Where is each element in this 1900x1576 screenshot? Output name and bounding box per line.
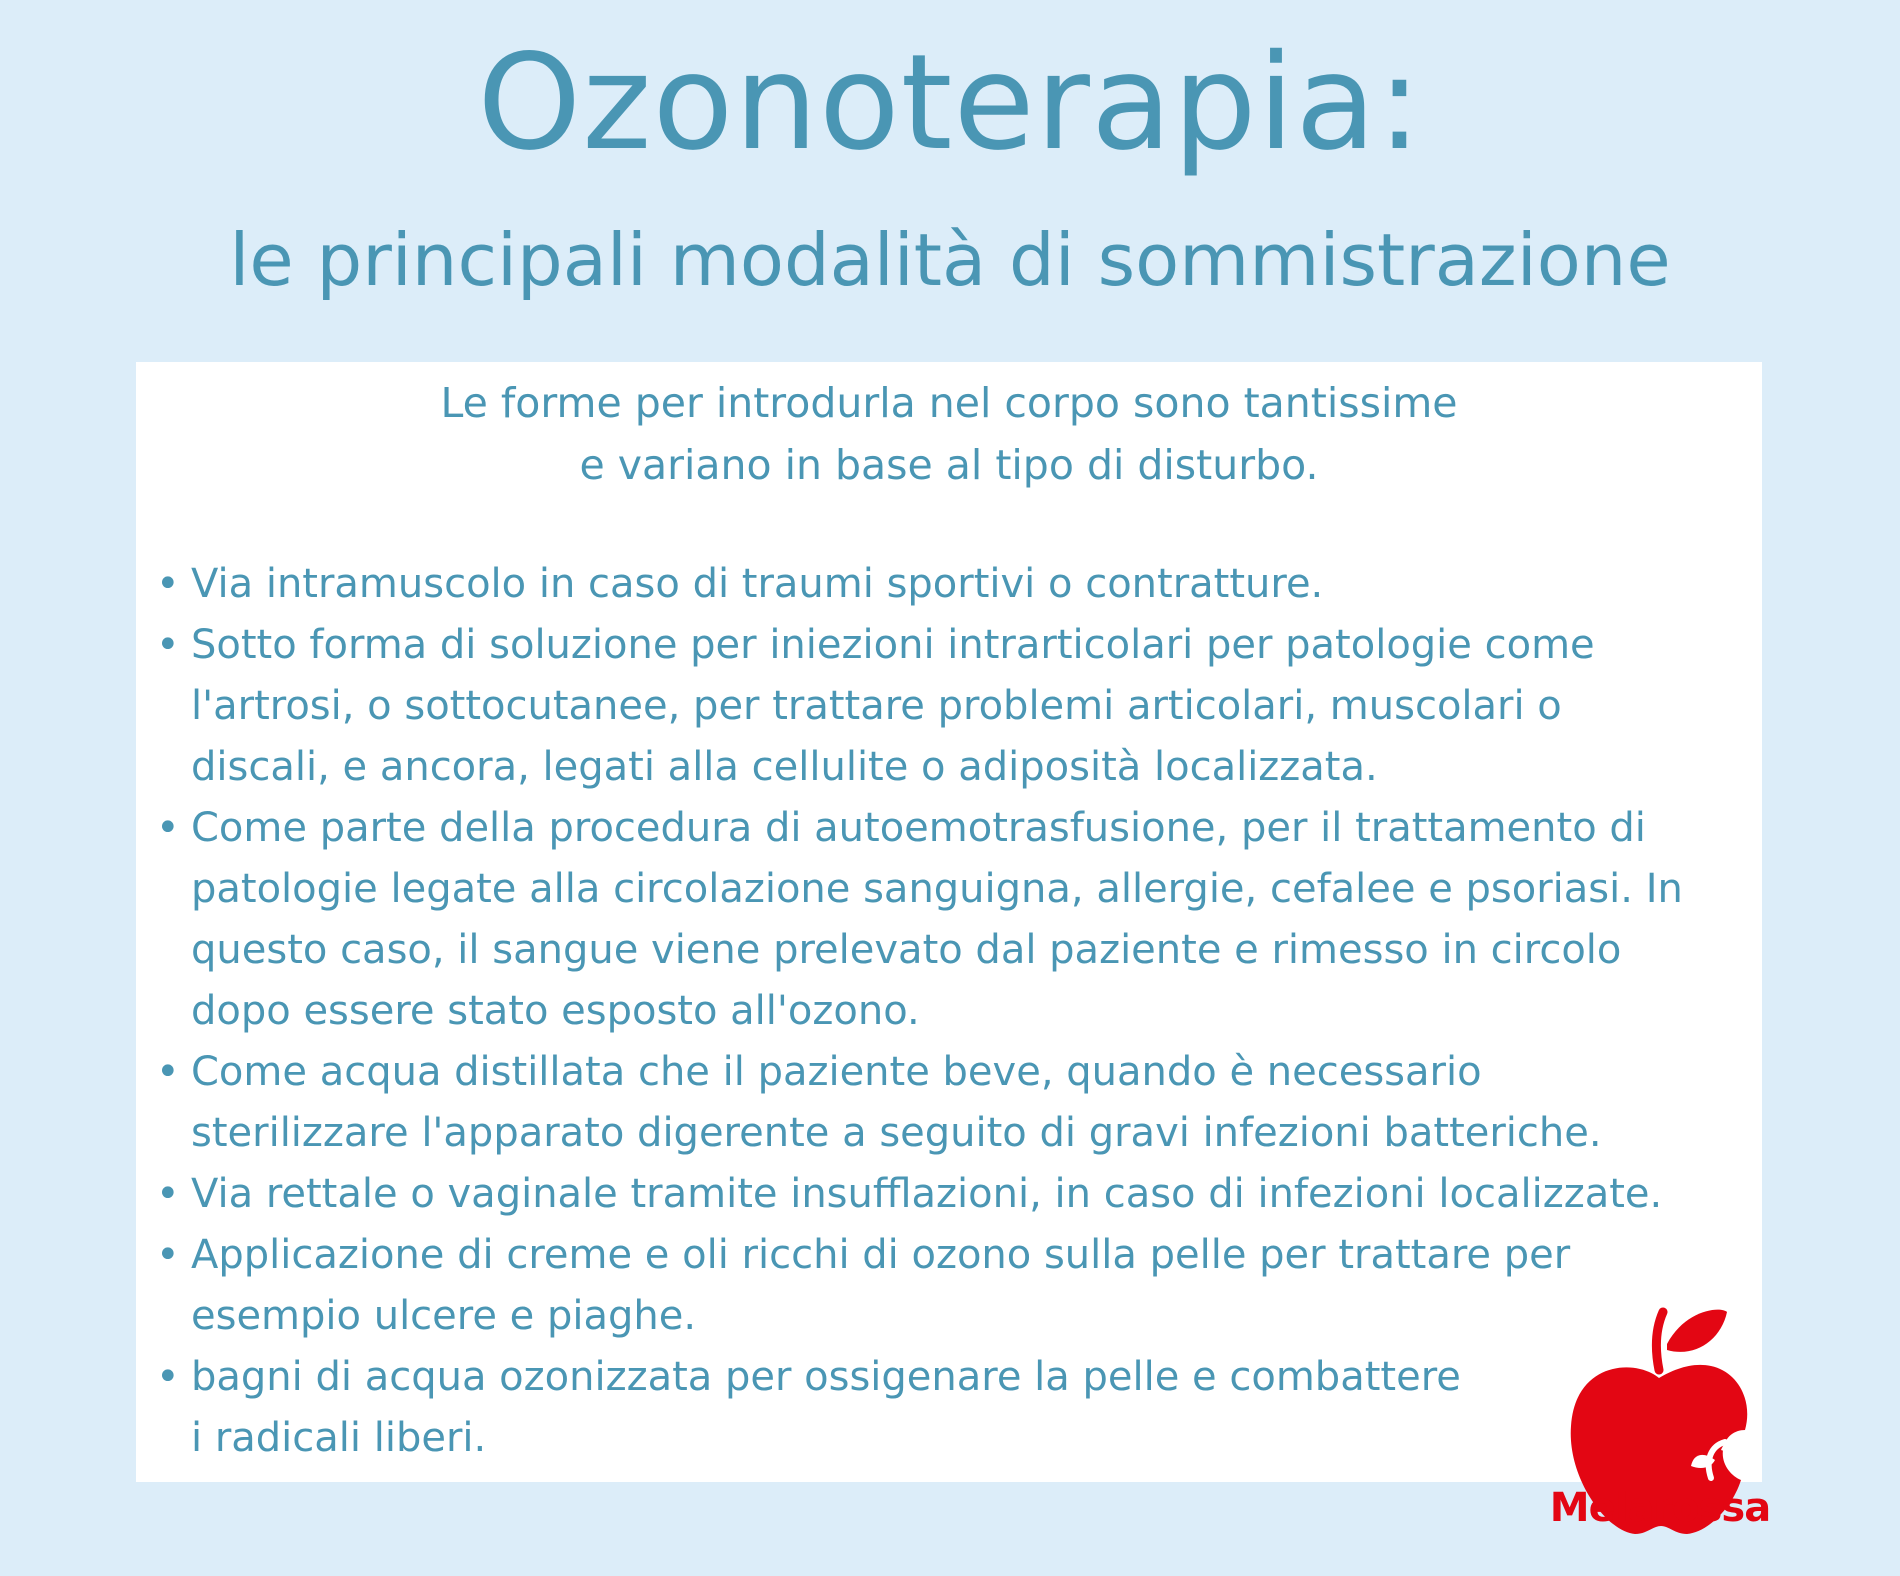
intro-text [136,372,1762,496]
intro-line-2: e variano in base al tipo di disturbo. [579,441,1319,489]
bullet-icon: • [156,561,180,607]
list-item-line: bagni di acqua ozonizzata per ossigenare la pelle e combattere [191,1354,1461,1400]
bullet-icon: • [156,622,180,668]
bullet-icon: • [156,1354,180,1400]
page-title: Ozonoterapia: [477,26,1423,180]
list-item [156,1164,1756,1225]
list-item-line: Via intramuscolo in caso di traumi sportivi o contratture. [191,561,1324,607]
content-card [136,362,1762,1482]
list-item-line: Come acqua distillata che il paziente beve, quando è necessario [191,1049,1482,1095]
page-subtitle: le principali modalità di sommistrazione [229,218,1671,302]
administration-methods-list [156,554,1756,1469]
list-item-line: Come parte della procedura di autoemotrasfusione, per il trattamento di [191,805,1646,851]
bullet-icon: • [156,1049,180,1095]
brand-logo-text: Melarossa [1549,1485,1771,1531]
bullet-icon: • [156,1171,180,1217]
list-item [156,1225,1756,1347]
list-item-line: patologie legate alla circolazione sanguigna, allergie, cefalee e psoriasi. In [191,866,1683,912]
list-item-line: Applicazione di creme e oli ricchi di ozono sulla pelle per trattare per [191,1232,1571,1278]
list-item-line: questo caso, il sangue viene prelevato dal paziente e rimesso in circolo [191,927,1622,973]
list-item-line: sterilizzare l'apparato digerente a seguito di gravi infezioni batteriche. [191,1110,1602,1156]
list-item-line: Via rettale o vaginale tramite insufflazioni, in caso di infezioni localizzate. [191,1171,1663,1217]
list-item [156,615,1756,798]
list-item-line: dopo essere stato esposto all'ozono. [191,988,920,1034]
list-item-line: i radicali liberi. [191,1415,487,1461]
list-item [156,1042,1756,1164]
list-item-line: l'artrosi, o sottocutanee, per trattare problemi articolari, muscolari o [191,683,1562,729]
list-item-line: discali, e ancora, legati alla cellulite o adiposità localizzata. [191,744,1378,790]
list-item [156,554,1756,615]
list-item-line: Sotto forma di soluzione per iniezioni intrarticolari per patologie come [191,622,1595,668]
list-item [156,798,1756,1042]
bullet-icon: • [156,805,180,851]
list-item [156,1347,1756,1469]
list-item-line: esempio ulcere e piaghe. [191,1293,697,1339]
intro-line-1: Le forme per introdurla nel corpo sono tantissime [440,379,1458,427]
bullet-icon: • [156,1232,180,1278]
